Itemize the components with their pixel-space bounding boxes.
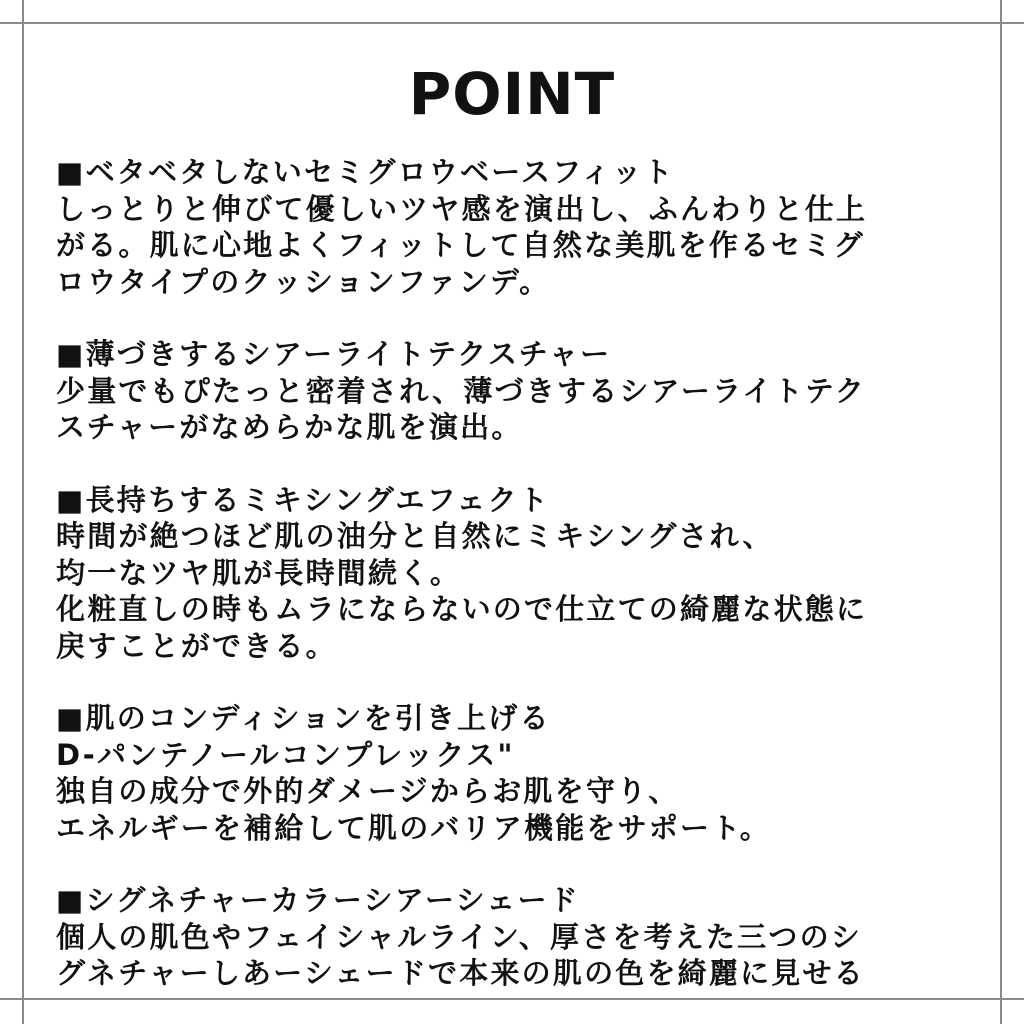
- point-list: [56, 154, 991, 1000]
- point-text-line: スチャーがなめらかな肌を演出。: [56, 410, 523, 444]
- point-section-mixing-effect: [56, 482, 991, 665]
- point-heading: ■ベタベタしないセミグロウベースフィット: [56, 155, 675, 189]
- point-text-line: がる。肌に心地よくフィットして自然な美肌を作るセミグ: [56, 228, 865, 262]
- frame-right-line: [1000, 0, 1002, 1024]
- point-heading: ■長持ちするミキシングエフェクト: [56, 482, 550, 517]
- page-title: POINT: [408, 60, 616, 128]
- point-text-line: D-パンテノールコンプレックス": [56, 737, 515, 772]
- frame-top-line: [0, 22, 1024, 24]
- point-text-line: 個人の肌色やフェイシャルライン、厚さを考えた三つのシ: [56, 919, 862, 954]
- point-text-line: 少量でもぴたっと密着され、薄づきするシアーライトテク: [56, 373, 867, 408]
- point-section-semi-glow: [56, 154, 991, 300]
- point-section-signature-shade: [56, 882, 991, 992]
- point-text-line: 均一なツヤ肌が長時間続く。: [56, 555, 462, 590]
- point-heading: ■肌のコンディションを引き上げる: [56, 701, 551, 735]
- point-text-line: グネチャーしあーシェードで本来の肌の色を綺麗に見せる: [56, 956, 865, 990]
- point-text-line: 戻すことができる。: [56, 628, 337, 663]
- point-section-sheer-texture: [56, 336, 991, 446]
- point-text-line: エネルギーを補給して肌のバリア機能をサポート。: [56, 810, 771, 845]
- point-text-line: 独自の成分で外的ダメージからお肌を守り、: [56, 774, 680, 808]
- point-text-line: 化粧直しの時もムラにならないので仕立ての綺麗な状態に: [56, 592, 868, 626]
- frame-left-line: [22, 0, 24, 1024]
- point-heading: ■薄づきするシアーライトテクスチャー: [56, 337, 612, 371]
- point-text-line: しっとりと伸びて優しいツヤ感を演出し、ふんわりと仕上: [56, 191, 868, 226]
- point-heading: ■シグネチャーカラーシアーシェード: [56, 883, 580, 917]
- point-text-line: ロウタイプのクッションファンデ。: [56, 264, 551, 299]
- point-text-line: 時間が絶つほど肌の油分と自然にミキシングされ、: [56, 519, 774, 553]
- point-section-skin-condition: [56, 700, 991, 846]
